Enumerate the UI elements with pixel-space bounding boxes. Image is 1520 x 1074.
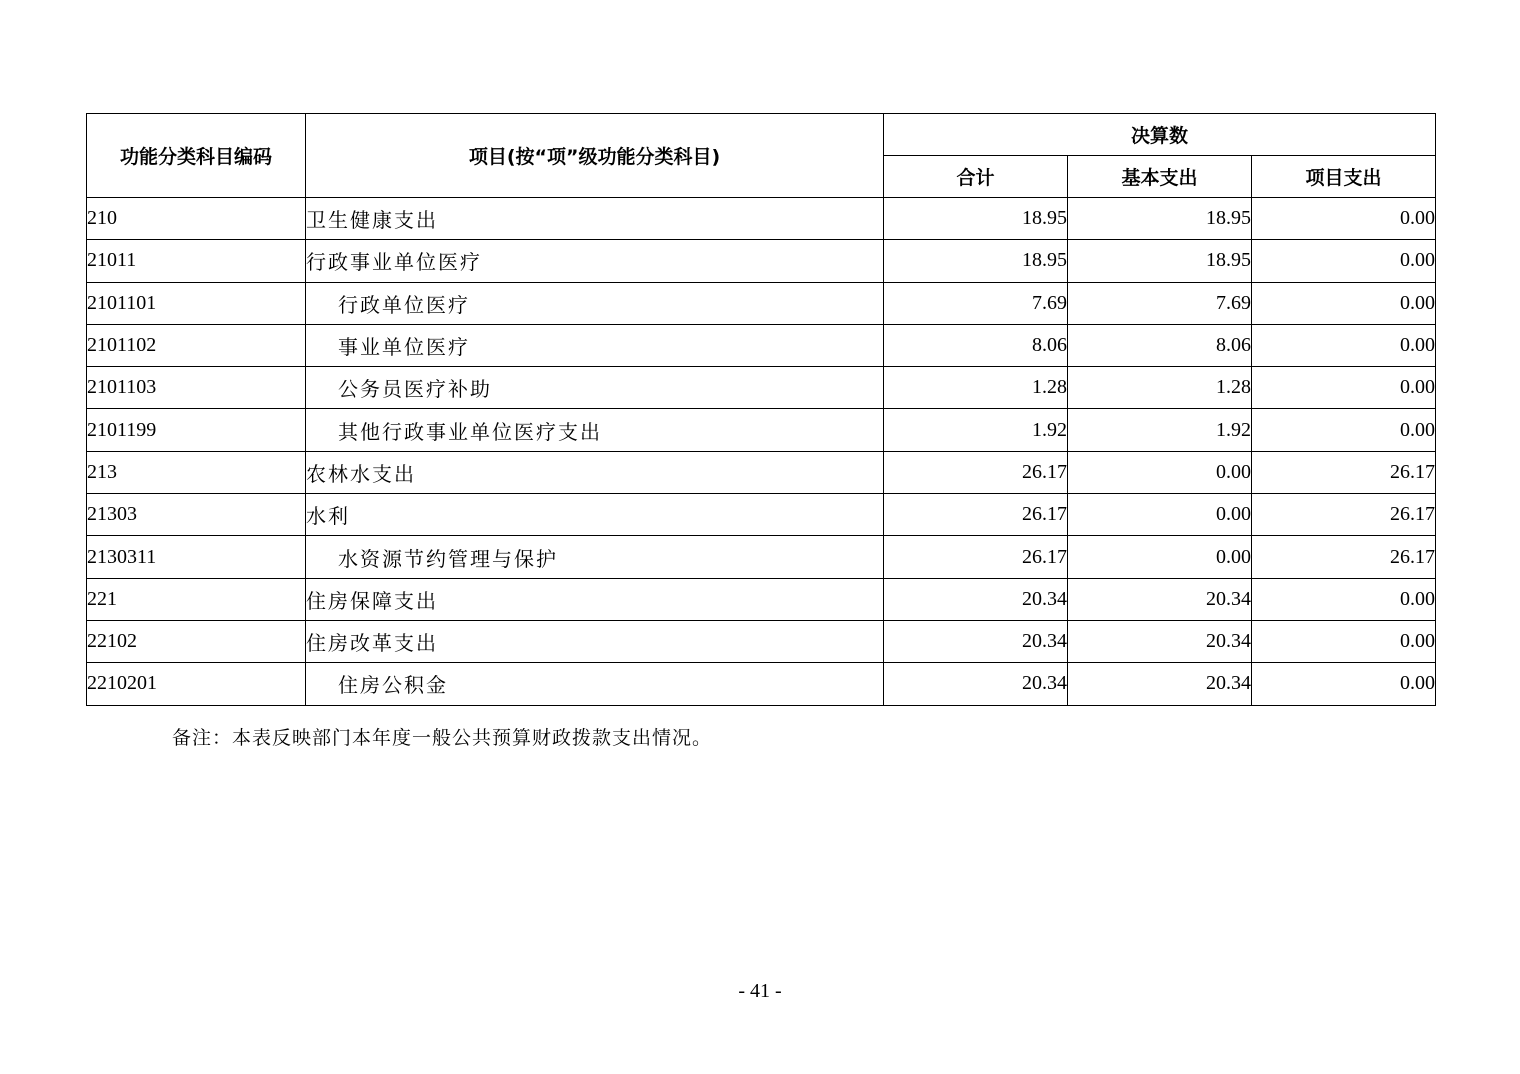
cell-basic: 18.95 bbox=[1068, 198, 1252, 240]
cell-total: 20.34 bbox=[884, 620, 1068, 662]
cell-code: 221 bbox=[87, 578, 306, 620]
cell-code: 2101102 bbox=[87, 324, 306, 366]
cell-project: 0.00 bbox=[1252, 282, 1436, 324]
cell-total: 26.17 bbox=[884, 494, 1068, 536]
cell-code: 21011 bbox=[87, 240, 306, 282]
cell-name: 其他行政事业单位医疗支出 bbox=[306, 409, 884, 451]
cell-project: 0.00 bbox=[1252, 578, 1436, 620]
cell-code: 22102 bbox=[87, 620, 306, 662]
table-row bbox=[87, 494, 1436, 536]
cell-name: 水资源节约管理与保护 bbox=[306, 536, 884, 578]
cell-name: 住房公积金 bbox=[306, 663, 884, 705]
cell-name: 事业单位医疗 bbox=[306, 324, 884, 366]
cell-basic: 18.95 bbox=[1068, 240, 1252, 282]
cell-project: 0.00 bbox=[1252, 198, 1436, 240]
cell-project: 0.00 bbox=[1252, 409, 1436, 451]
cell-code: 2210201 bbox=[87, 663, 306, 705]
cell-name: 水利 bbox=[306, 494, 884, 536]
table-row bbox=[87, 367, 1436, 409]
cell-name: 行政单位医疗 bbox=[306, 282, 884, 324]
table-row bbox=[87, 663, 1436, 705]
cell-code: 2101101 bbox=[87, 282, 306, 324]
cell-total: 26.17 bbox=[884, 451, 1068, 493]
page-number: - 41 - bbox=[738, 980, 782, 1002]
cell-name: 农林水支出 bbox=[306, 451, 884, 493]
cell-name: 卫生健康支出 bbox=[306, 198, 884, 240]
table-row bbox=[87, 324, 1436, 366]
cell-basic: 1.92 bbox=[1068, 409, 1252, 451]
cell-name: 公务员医疗补助 bbox=[306, 367, 884, 409]
cell-code: 213 bbox=[87, 451, 306, 493]
cell-project: 0.00 bbox=[1252, 620, 1436, 662]
cell-basic: 0.00 bbox=[1068, 536, 1252, 578]
cell-project: 0.00 bbox=[1252, 367, 1436, 409]
table-row bbox=[87, 240, 1436, 282]
cell-code: 210 bbox=[87, 198, 306, 240]
header-basic: 基本支出 bbox=[1068, 156, 1252, 198]
budget-table bbox=[86, 113, 1436, 706]
cell-project: 26.17 bbox=[1252, 536, 1436, 578]
table-row bbox=[87, 198, 1436, 240]
cell-total: 18.95 bbox=[884, 240, 1068, 282]
cell-basic: 0.00 bbox=[1068, 451, 1252, 493]
cell-project: 26.17 bbox=[1252, 494, 1436, 536]
cell-code: 2101103 bbox=[87, 367, 306, 409]
cell-name: 住房保障支出 bbox=[306, 578, 884, 620]
cell-total: 20.34 bbox=[884, 663, 1068, 705]
cell-project: 0.00 bbox=[1252, 324, 1436, 366]
table-body bbox=[87, 198, 1436, 706]
cell-basic: 1.28 bbox=[1068, 367, 1252, 409]
table-row bbox=[87, 409, 1436, 451]
cell-project: 0.00 bbox=[1252, 240, 1436, 282]
footnote: 备注：本表反映部门本年度一般公共预算财政拨款支出情况。 bbox=[172, 727, 713, 749]
cell-basic: 0.00 bbox=[1068, 494, 1252, 536]
cell-total: 1.92 bbox=[884, 409, 1068, 451]
header-total: 合计 bbox=[884, 156, 1068, 198]
cell-project: 26.17 bbox=[1252, 451, 1436, 493]
cell-total: 7.69 bbox=[884, 282, 1068, 324]
table-row bbox=[87, 536, 1436, 578]
cell-total: 20.34 bbox=[884, 578, 1068, 620]
cell-code: 2130311 bbox=[87, 536, 306, 578]
cell-total: 1.28 bbox=[884, 367, 1068, 409]
cell-project: 0.00 bbox=[1252, 663, 1436, 705]
cell-total: 26.17 bbox=[884, 536, 1068, 578]
header-item: 项目(按“项”级功能分类科目) bbox=[306, 114, 884, 198]
cell-basic: 20.34 bbox=[1068, 578, 1252, 620]
cell-code: 21303 bbox=[87, 494, 306, 536]
cell-basic: 8.06 bbox=[1068, 324, 1252, 366]
header-code: 功能分类科目编码 bbox=[87, 114, 306, 198]
table-row bbox=[87, 282, 1436, 324]
header-row-1 bbox=[87, 114, 1436, 156]
table-row bbox=[87, 578, 1436, 620]
header-project: 项目支出 bbox=[1252, 156, 1436, 198]
cell-total: 8.06 bbox=[884, 324, 1068, 366]
cell-name: 行政事业单位医疗 bbox=[306, 240, 884, 282]
cell-basic: 20.34 bbox=[1068, 663, 1252, 705]
table-row bbox=[87, 620, 1436, 662]
table-row bbox=[87, 451, 1436, 493]
cell-name: 住房改革支出 bbox=[306, 620, 884, 662]
header-group: 决算数 bbox=[884, 114, 1436, 156]
cell-total: 18.95 bbox=[884, 198, 1068, 240]
cell-basic: 20.34 bbox=[1068, 620, 1252, 662]
cell-basic: 7.69 bbox=[1068, 282, 1252, 324]
cell-code: 2101199 bbox=[87, 409, 306, 451]
